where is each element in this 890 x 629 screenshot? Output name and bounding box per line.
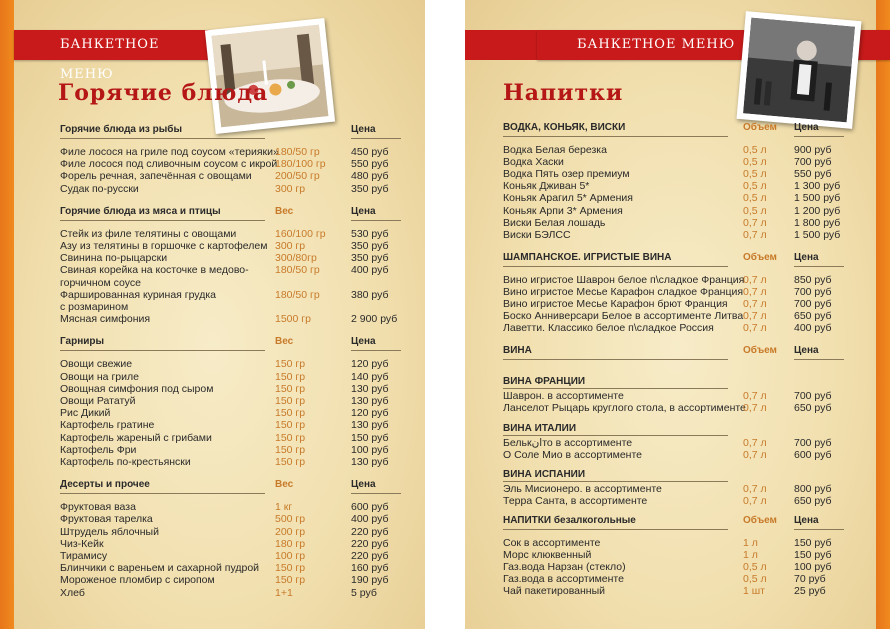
- qty-column-label: Вес: [275, 205, 294, 217]
- section-title: Десерты и прочее: [60, 479, 150, 491]
- item-quantity: 500 гр: [275, 513, 306, 526]
- item-quantity: 150 гр: [275, 358, 306, 371]
- item-quantity: 0,7 л: [743, 448, 767, 461]
- item-price: 700 руб: [794, 298, 832, 310]
- section-rule: [794, 359, 844, 360]
- item-quantity: 0,7 л: [743, 273, 767, 286]
- item-price: 2 900 руб: [351, 313, 398, 326]
- item-name: с розмарином: [60, 301, 129, 313]
- section-header: [503, 345, 843, 356]
- item-name: Газ.вода в ассортименте: [503, 573, 624, 586]
- item-price: 400 руб: [351, 264, 389, 277]
- qty-column-label: Вес: [275, 336, 294, 348]
- item-price: 800 руб: [794, 482, 832, 495]
- item-name: Водка Пять озер премиум: [503, 168, 630, 181]
- item-quantity: 0,7 л: [743, 285, 767, 298]
- qty-column-label: Объем: [743, 122, 777, 133]
- item-price: 650 руб: [794, 494, 832, 507]
- item-quantity: 300/80гр: [275, 252, 317, 265]
- item-price: 650 руб: [794, 310, 832, 323]
- item-quantity: 0,7 л: [743, 322, 767, 335]
- item-name: Коньяк Арагил 5* Армения: [503, 192, 633, 205]
- section-rule: [503, 359, 728, 360]
- item-price: 140 руб: [351, 370, 389, 383]
- item-quantity: 0,7 л: [743, 390, 767, 403]
- item-price: 1 200 руб: [794, 204, 841, 217]
- item-price: 350 руб: [351, 240, 389, 252]
- item-name: Свиная корейка на косточке в медово-: [60, 264, 249, 277]
- price-column-label: Цена: [794, 514, 819, 526]
- item-price: 150 руб: [351, 431, 389, 444]
- qty-column-label: Вес: [275, 479, 294, 491]
- item-name: Форель речная, запечённая с овощами: [60, 170, 252, 183]
- item-quantity: 180/100 гр: [275, 158, 326, 171]
- item-name: Водка Белая березка: [503, 144, 607, 156]
- item-price: 160 руб: [351, 562, 389, 575]
- item-name: Хлеб: [60, 586, 85, 599]
- item-quantity: 300 гр: [275, 240, 306, 252]
- item-name: Штрудель яблочный: [60, 525, 159, 538]
- section-rule: [503, 136, 728, 137]
- item-price: 350 руб: [351, 252, 389, 265]
- page-title: Горячие блюда: [58, 80, 269, 106]
- item-quantity: 180 гр: [275, 537, 306, 550]
- item-price: 1 500 руб: [794, 192, 841, 205]
- item-quantity: 0,5 л: [743, 180, 767, 193]
- item-price: 600 руб: [351, 501, 389, 514]
- item-quantity: 150 гр: [275, 443, 306, 456]
- item-price: 130 руб: [351, 419, 389, 432]
- ribbon-tail: [465, 30, 537, 60]
- orange-edge: [876, 0, 890, 629]
- right-page: [465, 0, 890, 629]
- item-quantity: 0,5 л: [743, 573, 767, 586]
- item-quantity: 150 гр: [275, 370, 306, 383]
- item-price: 130 руб: [351, 382, 389, 395]
- item-name: Боско Анниверсари Белое в ассортименте Литва: [503, 310, 744, 323]
- item-price: 100 руб: [794, 561, 832, 574]
- item-name: Мороженое пломбир с сиропом: [60, 574, 215, 587]
- section-rule: [794, 529, 844, 530]
- section-rule: [60, 220, 265, 221]
- item-name: Вино игристое Месье Карафон брют Франция: [503, 298, 728, 310]
- subsection-underline: [503, 388, 728, 389]
- item-name: Рис Дикий: [60, 407, 111, 420]
- item-price: 70 руб: [794, 573, 826, 586]
- item-price: 480 руб: [351, 170, 389, 183]
- item-quantity: 150 гр: [275, 407, 306, 420]
- item-name: Азу из телятины в горшочке с картофелем: [60, 240, 268, 252]
- item-price: 25 руб: [794, 585, 826, 598]
- section-rule: [351, 220, 401, 221]
- item-price: 900 руб: [794, 144, 832, 156]
- section-title: ВОДКА, КОНЬЯК, ВИСКИ: [503, 122, 626, 133]
- item-quantity: 150 гр: [275, 431, 306, 444]
- section-header: [503, 515, 843, 526]
- item-price: 400 руб: [351, 513, 389, 526]
- item-name: Вино игристое Месье Карафон сладкое Франция: [503, 285, 744, 298]
- item-price: 550 руб: [794, 168, 832, 181]
- qty-column-label: Объем: [743, 345, 777, 357]
- section-rule: [60, 350, 265, 351]
- item-name: Чиз-Кейк: [60, 537, 104, 550]
- item-name: Судак по-русски: [60, 182, 139, 195]
- item-price: 190 руб: [351, 574, 389, 587]
- item-quantity: 180/50 гр: [275, 146, 320, 158]
- item-quantity: 180/50 гр: [275, 288, 320, 301]
- page-title: Напитки: [503, 80, 624, 106]
- item-name: Мясная симфония: [60, 313, 151, 326]
- section-header: [503, 252, 843, 263]
- item-quantity: 150 гр: [275, 562, 306, 575]
- item-quantity: 150 гр: [275, 419, 306, 432]
- section-title: НАПИТКИ безалкогольные: [503, 514, 636, 526]
- item-name: Вино игристое Шаврон белое п\сладкое Франция: [503, 273, 745, 286]
- item-quantity: 0,7 л: [743, 216, 767, 229]
- item-price: 380 руб: [351, 288, 389, 301]
- subsection-title: ВИНА ИТАЛИИ: [503, 422, 577, 434]
- section-header: [60, 336, 410, 347]
- section-rule: [794, 136, 844, 137]
- section-rule: [351, 138, 401, 139]
- item-price: 150 руб: [794, 536, 832, 549]
- item-quantity: 0,7 л: [743, 228, 767, 241]
- item-name: Шаврон. в ассортименте: [503, 390, 624, 403]
- section-title: Горячие блюда из рыбы: [60, 124, 183, 135]
- item-quantity: 0,7 л: [743, 494, 767, 507]
- item-name: Картофель по-крестьянски: [60, 456, 191, 468]
- item-name: Терра Санта, в ассортименте: [503, 494, 648, 507]
- item-name: Картофель Фри: [60, 443, 137, 456]
- item-quantity: 150 гр: [275, 456, 306, 468]
- item-name: Тирамису: [60, 550, 108, 562]
- item-quantity: 160/100 гр: [275, 227, 326, 240]
- item-price: 850 руб: [794, 273, 832, 286]
- section-rule: [351, 350, 401, 351]
- item-name: Филе лосося на гриле под соусом «терияки»: [60, 146, 279, 158]
- section-rule: [503, 266, 728, 267]
- section-rule: [794, 266, 844, 267]
- item-price: 120 руб: [351, 358, 389, 371]
- item-name: Ланселот Рыцарь круглого стола, в ассортименте: [503, 402, 746, 415]
- item-name: Виски БЭЛСС: [503, 228, 571, 241]
- item-quantity: 1 кг: [275, 501, 293, 514]
- subsection-title: ВИНА ИСПАНИИ: [503, 468, 586, 480]
- item-name: Блинчики с вареньем и сахарной пудрой: [60, 562, 260, 575]
- item-name: Овощи свежие: [60, 358, 133, 371]
- item-name: Чай пакетированный: [503, 585, 606, 598]
- item-quantity: 200/50 гр: [275, 170, 320, 183]
- price-column-label: Цена: [351, 205, 376, 217]
- item-quantity: 0,7 л: [743, 436, 767, 449]
- item-quantity: 150 гр: [275, 382, 306, 395]
- item-name: Фаршированная куриная грудка: [60, 288, 217, 301]
- item-name: горчичном соусе: [60, 276, 141, 289]
- item-name: Фруктовая тарелка: [60, 513, 153, 526]
- item-quantity: 0,7 л: [743, 310, 767, 323]
- item-quantity: 0,7 л: [743, 482, 767, 495]
- item-name: Филе лосося под сливочным соусом с икрой: [60, 158, 278, 171]
- ribbon-banner: БАНКЕТНОЕ МЕНЮ: [14, 30, 214, 60]
- item-name: Морс клюквенный: [503, 549, 592, 561]
- item-name: Сок в ассортименте: [503, 536, 601, 549]
- item-name: Коньяк Дживан 5*: [503, 180, 590, 193]
- section-rule: [351, 493, 401, 494]
- item-price: 220 руб: [351, 525, 389, 538]
- item-name: Лаветти. Классико белое п\сладкое Россия: [503, 322, 714, 335]
- subsection-title: ВИНА ФРАНЦИИ: [503, 376, 586, 388]
- item-name: Фруктовая ваза: [60, 501, 136, 514]
- qty-column-label: Объем: [743, 514, 777, 526]
- item-name: Овощная симфония под сыром: [60, 382, 214, 395]
- waitress-photo: [737, 11, 862, 129]
- item-price: 700 руб: [794, 390, 832, 403]
- section-title: Горячие блюда из мяса и птицы: [60, 205, 221, 217]
- item-price: 120 руб: [351, 407, 389, 420]
- item-name: О Соле Мио в ассортименте: [503, 448, 642, 461]
- item-price: 130 руб: [351, 456, 389, 468]
- item-price: 100 руб: [351, 443, 389, 456]
- item-quantity: 1 шт: [743, 585, 765, 598]
- orange-edge: [0, 0, 14, 629]
- item-quantity: 1500 гр: [275, 313, 311, 326]
- item-price: 350 руб: [351, 182, 389, 195]
- item-price: 1 500 руб: [794, 228, 841, 241]
- section-rule: [60, 493, 265, 494]
- price-column-label: Цена: [351, 124, 376, 135]
- section-header: [503, 122, 843, 133]
- item-name: Картофель жареный с грибами: [60, 431, 212, 444]
- item-quantity: 0,5 л: [743, 192, 767, 205]
- section-header: [60, 479, 410, 490]
- section-header: [60, 124, 410, 135]
- item-price: 450 руб: [351, 146, 389, 158]
- item-quantity: 150 гр: [275, 574, 306, 587]
- item-name: Свинина по-рыцарски: [60, 252, 168, 265]
- item-price: 700 руб: [794, 436, 832, 449]
- item-price: 600 руб: [794, 448, 832, 461]
- item-name: Стейк из филе телятины с овощами: [60, 227, 237, 240]
- price-column-label: Цена: [794, 122, 819, 133]
- item-name: Водка Хаски: [503, 156, 564, 169]
- price-column-label: Цена: [794, 345, 819, 357]
- banquet-photo: [205, 18, 335, 134]
- item-name: Белькانто в ассортименте: [503, 436, 633, 449]
- item-quantity: 300 гр: [275, 182, 306, 195]
- item-name: Газ.вода Нарзан (стекло): [503, 561, 626, 574]
- ribbon-banner: БАНКЕТНОЕ МЕНЮ: [537, 30, 890, 60]
- section-title: ШАМПАНСКОЕ. ИГРИСТЫЕ ВИНА: [503, 251, 672, 263]
- item-name: Овощи Рататуй: [60, 395, 136, 407]
- item-price: 130 руб: [351, 395, 389, 407]
- price-column-label: Цена: [794, 251, 819, 263]
- item-price: 150 руб: [794, 549, 832, 561]
- section-title: ВИНА: [503, 345, 532, 357]
- section-header: [60, 206, 410, 217]
- item-name: Эль Мисионеро. в ассортименте: [503, 482, 662, 495]
- item-name: Овощи на гриле: [60, 370, 139, 383]
- section-rule: [60, 138, 265, 139]
- item-price: 650 руб: [794, 402, 832, 415]
- item-name: Виски Белая лошадь: [503, 216, 606, 229]
- item-price: 400 руб: [794, 322, 832, 335]
- item-price: 550 руб: [351, 158, 389, 171]
- item-quantity: 150 гр: [275, 395, 306, 407]
- item-quantity: 1 л: [743, 536, 758, 549]
- item-price: 220 руб: [351, 550, 389, 562]
- price-column-label: Цена: [351, 336, 376, 348]
- item-quantity: 0,7 л: [743, 298, 767, 310]
- item-quantity: 0,5 л: [743, 144, 767, 156]
- item-price: 5 руб: [351, 586, 377, 599]
- item-quantity: 1+1: [275, 586, 293, 599]
- item-price: 1 300 руб: [794, 180, 841, 193]
- item-price: 220 руб: [351, 537, 389, 550]
- item-price: 700 руб: [794, 156, 832, 169]
- subsection-underline: [503, 435, 728, 436]
- item-name: Картофель гратине: [60, 419, 155, 432]
- item-quantity: 100 гр: [275, 550, 306, 562]
- item-price: 530 руб: [351, 227, 389, 240]
- subsection-underline: [503, 481, 728, 482]
- item-quantity: 0,5 л: [743, 156, 767, 169]
- section-title: Гарниры: [60, 336, 105, 348]
- item-quantity: 0,7 л: [743, 402, 767, 415]
- item-quantity: 200 гр: [275, 525, 306, 538]
- item-price: 700 руб: [794, 285, 832, 298]
- item-name: Коньяк Арпи 3* Армения: [503, 204, 623, 217]
- left-page: [0, 0, 425, 629]
- item-quantity: 0,5 л: [743, 168, 767, 181]
- item-price: 1 800 руб: [794, 216, 841, 229]
- item-quantity: 180/50 гр: [275, 264, 320, 277]
- qty-column-label: Объем: [743, 251, 777, 263]
- price-column-label: Цена: [351, 479, 376, 491]
- item-quantity: 0,5 л: [743, 204, 767, 217]
- item-quantity: 0,5 л: [743, 561, 767, 574]
- section-rule: [503, 529, 728, 530]
- item-quantity: 1 л: [743, 549, 758, 561]
